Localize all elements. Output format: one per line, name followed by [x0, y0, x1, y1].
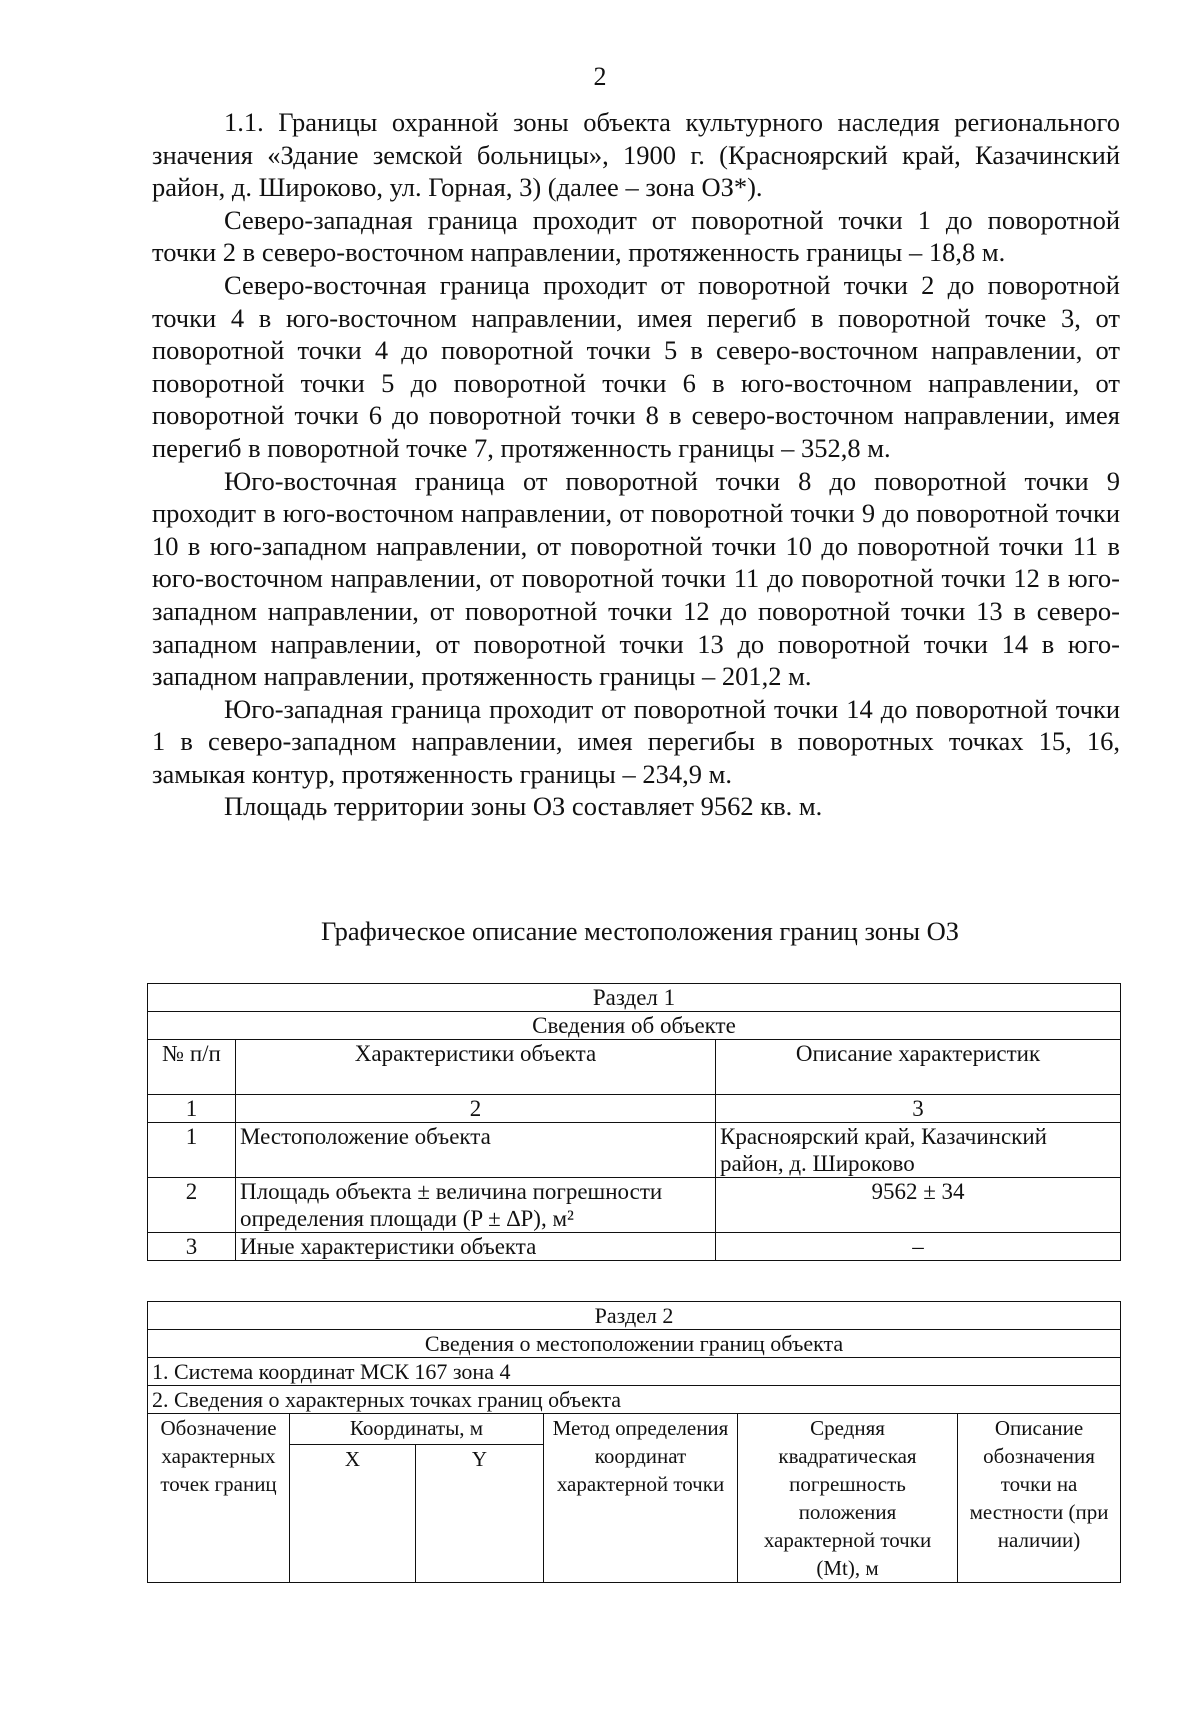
- section1-table: [147, 983, 1121, 1261]
- section1-subtitle: Сведения об объекте: [148, 1012, 1121, 1040]
- column-number-1: 1: [148, 1095, 236, 1123]
- points-title: 2. Сведения о характерных точках границ объекта: [148, 1386, 1121, 1414]
- header-description: Описание характеристик: [716, 1040, 1121, 1095]
- coordinate-system: 1. Система координат МСК 167 зона 4: [148, 1358, 1121, 1386]
- row-characteristic: Иные характеристики объекта: [236, 1233, 716, 1261]
- body-text: [152, 106, 1120, 823]
- table-row: [148, 1123, 1121, 1178]
- row-number: 3: [148, 1233, 236, 1261]
- paragraph-southeast-boundary: Юго-восточная граница от поворотной точки 8 до поворотной точки 9 проходит в юго-восточном направлении, от поворотной точки 9 до поворотной точки 10 в юго-западном направлении, от поворотной точки 10 до поворотной точки 11 в юго-восточном направлении, от поворотной точки 11 до поворотной точки 12 в юго-западном направлении, от поворотной точки 12 до поворотной точки 13 в северо-западном направлении, от поворотной точки 13 до поворотной точки 14 в юго-западном направлении, протяженность границы – 201,2 м.: [152, 465, 1120, 692]
- header-mean-error: Средняя квадратическая погрешность положения характерной точки (Mt), м: [738, 1414, 958, 1583]
- paragraph-northeast-boundary: Северо-восточная граница проходит от поворотной точки 2 до поворотной точки 4 в юго-восточном направлении, имея перегиб в поворотной точке 3, от поворотной точки 4 до поворотной точки 5 в северо-восточном направлении, от поворотной точки 5 до поворотной точки 6 в юго-восточном направлении, от поворотной точки 6 до поворотной точки 8 в северо-восточном направлении, имея перегиб в поворотной точке 7, протяженность границы – 352,8 м.: [152, 269, 1120, 463]
- header-method: Метод определения координат характерной точки: [544, 1414, 738, 1583]
- table-row: [148, 1233, 1121, 1261]
- paragraph-zone-boundaries: 1.1. Границы охранной зоны объекта культурного наследия регионального значения «Здание земской больницы», 1900 г. (Красноярский край, Казачинский район, д. Широково, ул. Горная, 3) (далее – зона ОЗ*).: [152, 107, 1120, 203]
- header-point-designation: Обозначение характерных точек границ: [148, 1414, 290, 1583]
- table-row: [148, 1178, 1121, 1233]
- row-characteristic: Местоположение объекта: [236, 1123, 716, 1178]
- section2-title: Раздел 2: [148, 1302, 1121, 1330]
- row-number: 1: [148, 1123, 236, 1178]
- header-x: X: [290, 1445, 416, 1583]
- section2-table: [147, 1301, 1121, 1583]
- column-number-3: 3: [716, 1095, 1121, 1123]
- header-characteristics: Характеристики объекта: [236, 1040, 716, 1095]
- row-description: –: [716, 1233, 1121, 1261]
- section2-subtitle: Сведения о местоположении границ объекта: [148, 1330, 1121, 1358]
- row-number: 2: [148, 1178, 236, 1233]
- row-characteristic: Площадь объекта ± величина погрешности определения площади (P ± ∆P), м²: [236, 1178, 716, 1233]
- row-description: Красноярский край, Казачинский район, д. Широково: [716, 1123, 1121, 1178]
- header-coordinates: Координаты, м: [290, 1414, 544, 1445]
- graphic-description-title: Графическое описание местоположения границ зоны ОЗ: [320, 916, 960, 946]
- paragraph-zone-area: Площадь территории зоны ОЗ составляет 9562 кв. м.: [224, 791, 823, 822]
- section1-title: Раздел 1: [148, 984, 1121, 1012]
- page-number: 2: [593, 62, 607, 91]
- paragraph-southwest-boundary: Юго-западная граница проходит от поворотной точки 14 до поворотной точки 1 в северо-западном направлении, имея перегибы в поворотных точках 15, 16, замыкая контур, протяженность границы – 234,9 м.: [152, 693, 1120, 789]
- column-number-2: 2: [236, 1095, 716, 1123]
- row-description: 9562 ± 34: [716, 1178, 1121, 1233]
- header-point-description: Описание обозначения точки на местности (при наличии): [958, 1414, 1121, 1583]
- header-y: Y: [416, 1445, 544, 1583]
- paragraph-northwest-boundary: Северо-западная граница проходит от поворотной точки 1 до поворотной точки 2 в северо-восточном направлении, протяженность границы – 18,8 м.: [152, 204, 1120, 268]
- header-number: № п/п: [148, 1040, 236, 1095]
